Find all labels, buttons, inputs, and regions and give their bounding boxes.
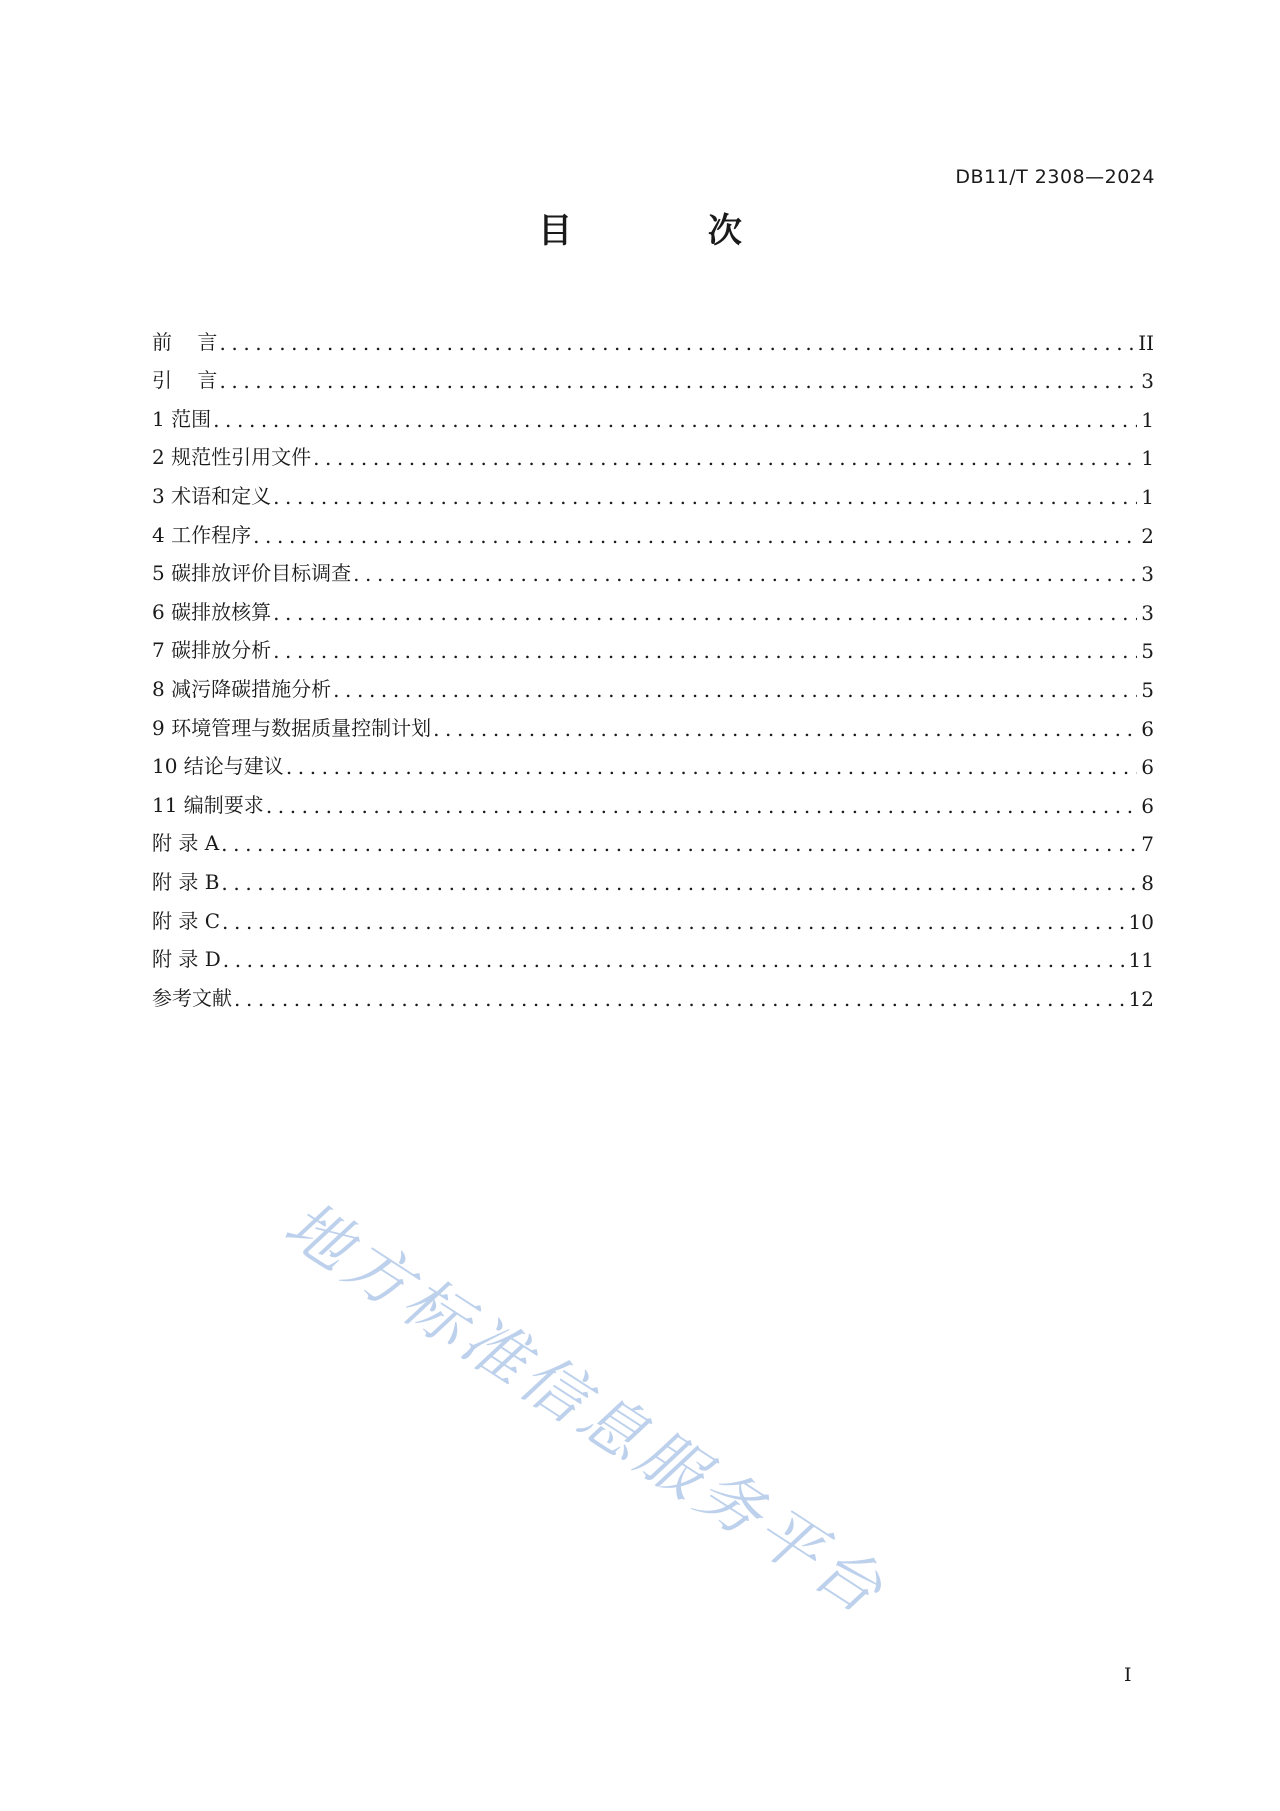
- document-code: DB11/T 2308—2024: [955, 166, 1155, 188]
- toc-entry-label: 附 录 A: [152, 831, 220, 856]
- toc-dot-leader: [221, 871, 1137, 895]
- toc-entry-references[interactable]: [152, 972, 1154, 1011]
- toc-entry-page: 12: [1128, 986, 1154, 1011]
- toc-entry-page: 6: [1141, 755, 1154, 780]
- toc-entry-emission-accounting[interactable]: [152, 586, 1154, 625]
- toc-dot-leader: [333, 678, 1137, 702]
- toc-dot-leader: [286, 755, 1137, 779]
- toc-entry-page: II: [1138, 330, 1154, 355]
- toc-entry-label: 附 录 B: [152, 869, 220, 894]
- toc-dot-leader: [219, 331, 1134, 355]
- toc-dot-leader: [273, 485, 1137, 509]
- toc-entry-page: 3: [1141, 600, 1154, 625]
- toc-entry-terms-definitions[interactable]: [152, 470, 1154, 509]
- toc-dot-leader: [221, 832, 1137, 856]
- toc-dot-leader: [222, 910, 1125, 934]
- toc-entry-label: 11 编制要求: [152, 792, 264, 817]
- toc-dot-leader: [219, 369, 1137, 393]
- toc-dot-leader: [266, 794, 1137, 818]
- page-number: I: [1124, 1664, 1132, 1686]
- table-of-contents: [152, 316, 1154, 1011]
- toc-entry-page: 1: [1141, 407, 1154, 432]
- toc-entry-label: 前 言: [152, 329, 218, 354]
- toc-entry-page: 3: [1141, 369, 1154, 394]
- toc-entry-label: 1 范围: [152, 406, 212, 431]
- toc-entry-appendix-c[interactable]: [152, 895, 1154, 934]
- toc-entry-emission-analysis[interactable]: [152, 625, 1154, 664]
- toc-entry-label: 参考文献: [152, 985, 232, 1010]
- toc-entry-page: 1: [1141, 446, 1154, 471]
- toc-entry-compilation-requirements[interactable]: [152, 779, 1154, 818]
- toc-entry-page: 3: [1141, 562, 1154, 587]
- toc-entry-label: 附 录 D: [152, 947, 221, 972]
- toc-entry-appendix-d[interactable]: [152, 934, 1154, 973]
- toc-entry-reduction-measures[interactable]: [152, 663, 1154, 702]
- toc-entry-page: 8: [1141, 870, 1154, 895]
- toc-entry-label: 4 工作程序: [152, 522, 252, 547]
- toc-dot-leader: [253, 524, 1137, 548]
- toc-entry-introduction[interactable]: [152, 355, 1154, 394]
- toc-entry-page: 5: [1141, 639, 1154, 664]
- toc-dot-leader: [313, 446, 1137, 470]
- toc-dot-leader: [353, 562, 1137, 586]
- toc-dot-leader: [213, 408, 1137, 432]
- toc-entry-page: 6: [1141, 716, 1154, 741]
- toc-entry-label: 3 术语和定义: [152, 483, 272, 508]
- toc-entry-label: 9 环境管理与数据质量控制计划: [152, 715, 432, 740]
- toc-entry-label: 5 碳排放评价目标调查: [152, 561, 352, 586]
- toc-entry-appendix-b[interactable]: [152, 856, 1154, 895]
- toc-entry-page: 5: [1141, 677, 1154, 702]
- toc-entry-label: 2 规范性引用文件: [152, 445, 312, 470]
- toc-entry-page: 1: [1141, 484, 1154, 509]
- toc-entry-scope[interactable]: [152, 393, 1154, 432]
- toc-dot-leader: [273, 639, 1137, 663]
- toc-entry-page: 2: [1141, 523, 1154, 548]
- toc-entry-page: 11: [1128, 948, 1154, 973]
- toc-dot-leader: [223, 948, 1125, 972]
- toc-entry-label: 6 碳排放核算: [152, 599, 272, 624]
- toc-entry-target-survey[interactable]: [152, 548, 1154, 587]
- watermark: 地方标准信息服务平台: [271, 1187, 899, 1631]
- toc-entry-work-procedure[interactable]: [152, 509, 1154, 548]
- toc-entry-appendix-a[interactable]: [152, 818, 1154, 857]
- toc-dot-leader: [273, 601, 1137, 625]
- toc-entry-label: 10 结论与建议: [152, 754, 284, 779]
- toc-entry-page: 7: [1141, 832, 1154, 857]
- toc-dot-leader: [234, 987, 1125, 1011]
- toc-entry-label: 7 碳排放分析: [152, 638, 272, 663]
- toc-entry-page: 10: [1128, 909, 1154, 934]
- toc-entry-label: 附 录 C: [152, 908, 221, 933]
- toc-entry-label: 引 言: [152, 368, 218, 393]
- toc-entry-foreword[interactable]: [152, 316, 1154, 355]
- toc-entry-page: 6: [1141, 793, 1154, 818]
- toc-entry-label: 8 减污降碳措施分析: [152, 676, 332, 701]
- toc-entry-management-plan[interactable]: [152, 702, 1154, 741]
- page-title: 目 次: [538, 211, 804, 251]
- toc-entry-normative-references[interactable]: [152, 432, 1154, 471]
- toc-entry-conclusions[interactable]: [152, 741, 1154, 780]
- toc-dot-leader: [433, 717, 1137, 741]
